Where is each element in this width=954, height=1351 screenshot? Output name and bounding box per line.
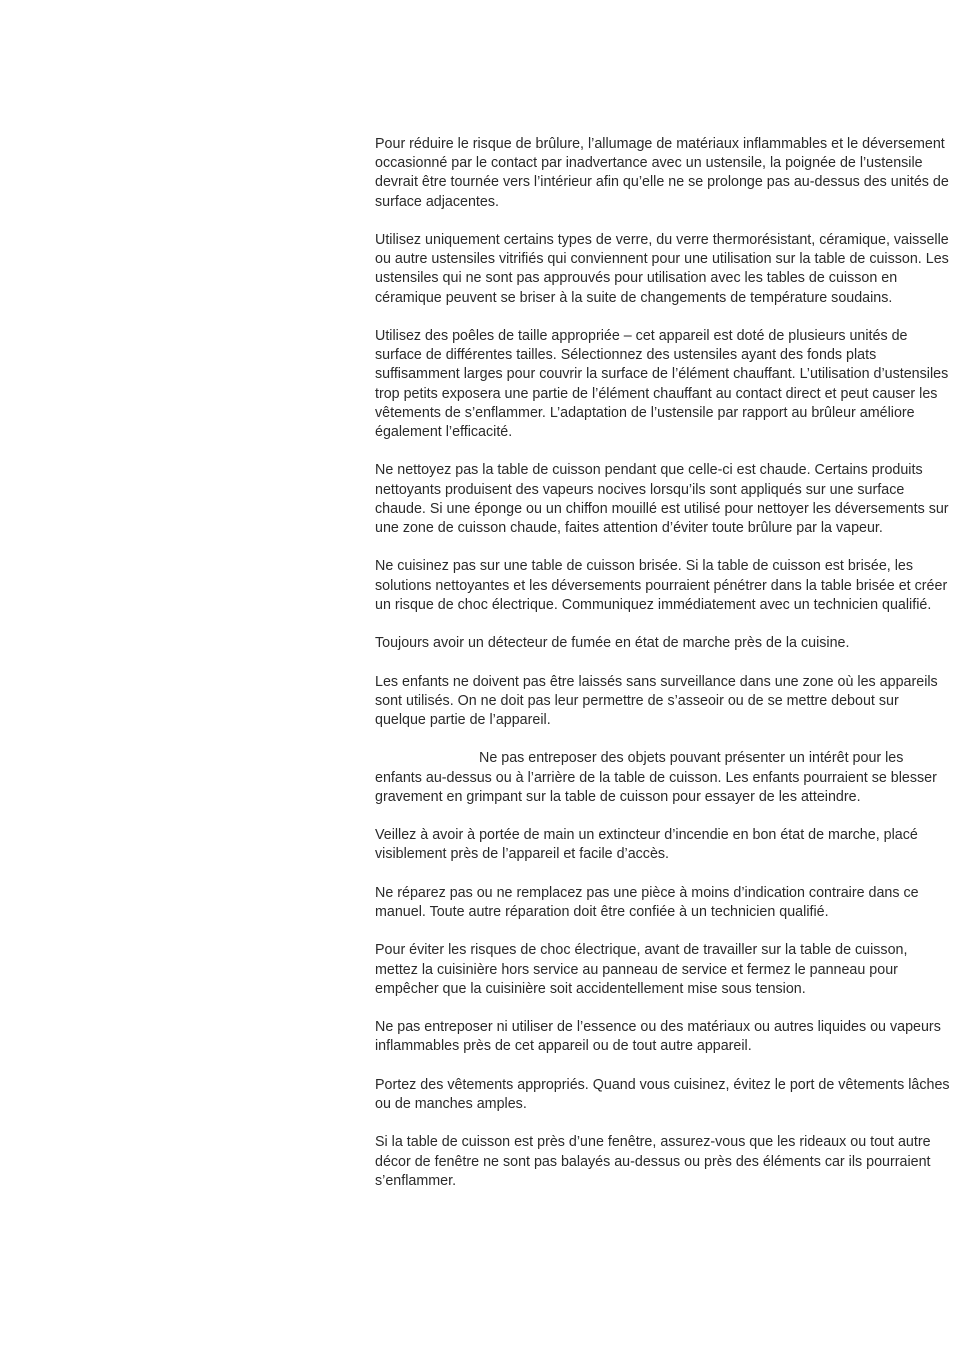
paragraph-window-curtains: Si la table de cuisson est près d’une fenêtre, assurez-vous que les rideaux ou tout autre décor de fenêtre ne sont pas balayés au-dessus ou près des éléments car ils pourraient s’enflammer. [375,1134,931,1189]
paragraph-fire-extinguisher: Veillez à avoir à portée de main un extincteur d’incendie en bon état de marche, placé visiblement près de l’appareil et facile d’accès. [375,827,918,863]
paragraph-flammable-storage: Ne pas entreposer ni utiliser de l’essence ou des matériaux ou autres liquides ou vapeurs inflammables près de cet appareil ou de tout autre appareil. [375,1019,941,1055]
paragraph-clothing: Portez des vêtements appropriés. Quand vous cuisinez, évitez le port de vêtements lâches ou de manches amples. [375,1076,950,1112]
paragraph-children-supervision: Les enfants ne doivent pas être laissés sans surveillance dans une zone où les appareils sont utilisés. On ne doit pas leur permettre de s’asseoir ou de se mettre debout sur quelque partie de l’appareil. [375,673,938,728]
paragraph-electric-shock: Pour éviter les risques de choc électrique, avant de travailler sur la table de cuisson, mettez la cuisinière hors service au panneau de service et fermez le panneau pour empêcher que la cuisinière soit accidentellement mise sous tension. [375,942,908,997]
paragraph-broken-cooktop: Ne cuisinez pas sur une table de cuisson brisée. Si la table de cuisson est brisée, les solutions nettoyantes et les déversements pourraient pénétrer dans la table brisée et créer un risque de choc électrique. Communiquez immédiatement avec un technicien qualifié. [375,558,948,613]
paragraph-hot-cleaning: Ne nettoyez pas la table de cuisson pendant que celle-ci est chaude. Certains produits nettoyants produisent des vapeurs nocives lorsqu’ils sont appliqués sur une surface chaude. Si une éponge ou un chiffon mouillé est utilisé pour nettoyer les déversements sur une zone de cuisson chaude, faites attention d’éviter toute brûlure par la vapeur. [375,462,949,537]
safety-instructions [375,135,952,1210]
paragraph-repairs: Ne réparez pas ou ne remplacez pas une pièce à moins d’indication contraire dans ce manuel. Toute autre réparation doit être confiée à un technicien qualifié. [375,884,919,920]
paragraph-pan-handle: Pour réduire le risque de brûlure, l’allumage de matériaux inflammables et le déversement occasionné par le contact par inadvertance avec un ustensile, la poignée de l’ustensile devrait être tournée vers l’intérieur afin qu’elle ne se prolonge pas au-dessus des unités de surface adjacentes. [375,136,949,210]
paragraph-storage-children [375,749,952,807]
paragraph-smoke-detector: Toujours avoir un détecteur de fumée en état de marche près de la cuisine. [375,635,850,652]
paragraph-pan-size: Utilisez des poêles de taille appropriée – cet appareil est doté de plusieurs unités de surface de différentes tailles. Sélectionnez des ustensiles ayant des fonds plats suffisamment larges pour couvrir la surface de l’élément chauffant. L’utilisation d’ustensiles trop petits exposera une partie de l’élément chauffant au contact direct et peut causer les vêtements de s’enflammer. L’adaptation de l’ustensile par rapport au brûleur améliore également l’efficacité. [375,328,949,441]
paragraph-glass-cookware: Utilisez uniquement certains types de verre, du verre thermorésistant, céramique, vaisselle ou autre ustensiles vitrifiés qui conviennent pour une utilisation sur la table de cuisson. Les ustensiles qui ne sont pas approuvés pour utilisation avec les tables de cuisson en céramique peuvent se briser à la suite de changements de température soudains. [375,232,949,306]
paragraph-storage-children-text: Ne pas entreposer des objets pouvant présenter un intérêt pour les enfants au-dessus ou à l’arrière de la table de cuisson. Les enfants pourraient se blesser gravement en grimpant sur la table de cuisson pour essayer de les atteindre. [375,750,937,805]
